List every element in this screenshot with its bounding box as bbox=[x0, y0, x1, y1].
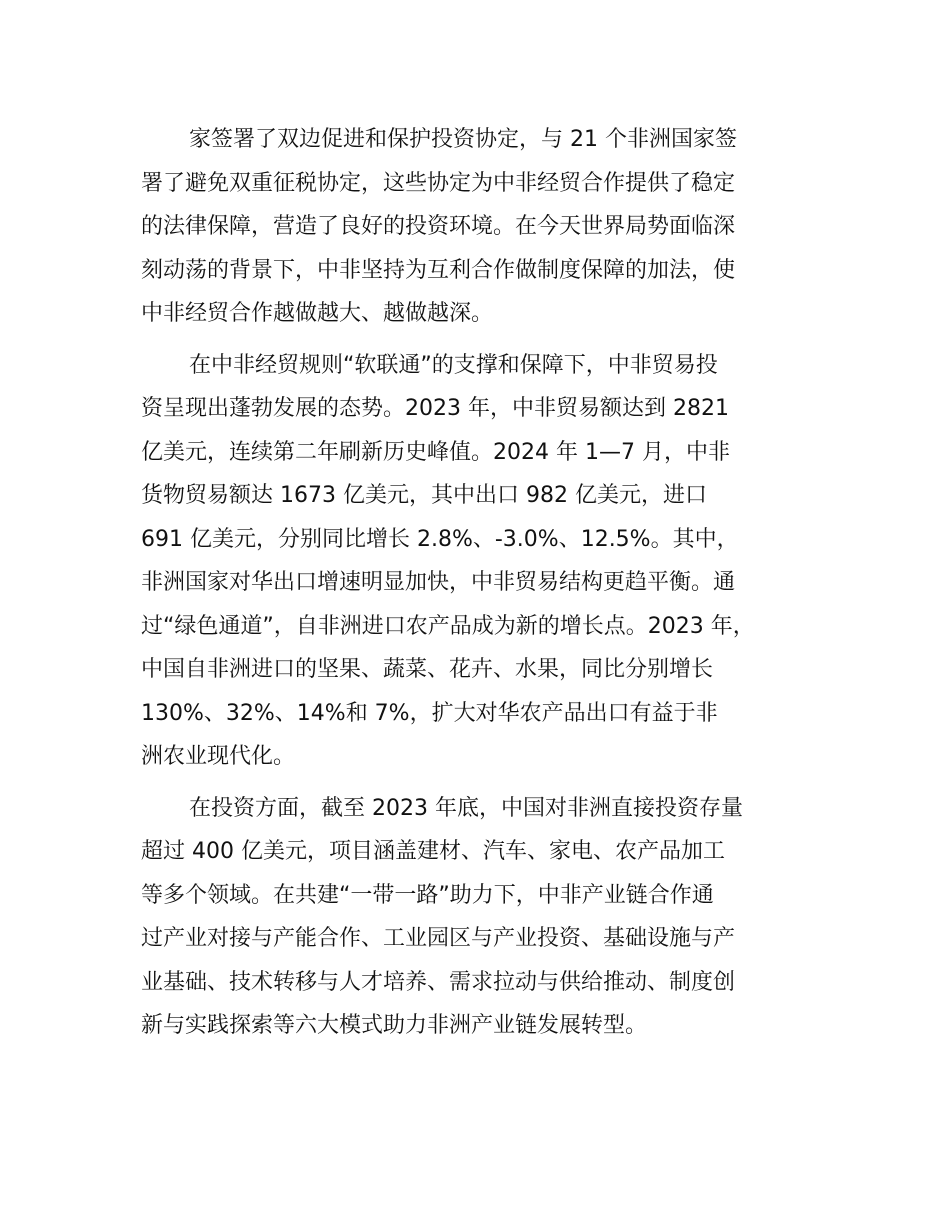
text-line: 中非经贸合作越做越大、越做越深。 bbox=[141, 301, 494, 326]
text-line: 130%、32%、14%和 7%，扩大对华农产品出口有益于非 bbox=[141, 700, 718, 726]
text-line: 中国自非洲进口的坚果、蔬菜、花卉、水果，同比分别增长 bbox=[141, 657, 714, 682]
text-line: 业基础、技术转移与人才培养、需求拉动与供给推动、制度创 bbox=[141, 969, 736, 995]
document-body bbox=[141, 118, 841, 1056]
text-line: 过产业对接与产能合作、工业园区与产业投资、基础设施与产 bbox=[141, 926, 736, 951]
text-line: 货物贸易额达 1673 亿美元，其中出口 982 亿美元，进口 bbox=[141, 483, 707, 508]
paragraph-investment bbox=[141, 787, 841, 1048]
text-line: 691 亿美元，分别同比增长 2.8%、-3.0%、12.5%。其中， bbox=[141, 526, 739, 552]
text-line: 在投资方面，截至 2023 年底，中国对非洲直接投资存量 bbox=[189, 795, 743, 821]
text-line: 刻动荡的背景下，中非坚持为互利合作做制度保障的加法，使 bbox=[141, 257, 736, 283]
text-line: 资呈现出蓬勃发展的态势。2023 年，中非贸易额达到 2821 bbox=[141, 396, 729, 421]
text-line: 等多个领域。在共建“一带一路”助力下，中非产业链合作通 bbox=[141, 882, 714, 908]
text-line: 洲农业现代化。 bbox=[141, 744, 296, 769]
text-line: 的法律保障，营造了良好的投资环境。在今天世界局势面临深 bbox=[141, 214, 736, 239]
text-line: 非洲国家对华出口增速明显加快，中非贸易结构更趋平衡。通 bbox=[141, 570, 736, 595]
paragraph-trade bbox=[141, 344, 841, 779]
text-line: 亿美元，连续第二年刷新历史峰值。2024 年 1—7 月，中非 bbox=[141, 439, 730, 465]
text-line: 署了避免双重征税协定，这些协定为中非经贸合作提供了稳定 bbox=[141, 170, 736, 196]
text-line: 在中非经贸规则“软联通”的支撑和保障下，中非贸易投 bbox=[189, 352, 718, 378]
text-line: 超过 400 亿美元，项目涵盖建材、汽车、家电、农产品加工 bbox=[141, 839, 725, 864]
text-line: 家签署了双边促进和保护投资协定，与 21 个非洲国家签 bbox=[189, 127, 737, 152]
text-line: 新与实践探索等六大模式助力非洲产业链发展转型。 bbox=[141, 1013, 648, 1038]
paragraph-bilateral-agreements bbox=[141, 118, 841, 336]
text-line: 过“绿色通道”，自非洲进口农产品成为新的增长点。2023 年， bbox=[141, 613, 755, 639]
